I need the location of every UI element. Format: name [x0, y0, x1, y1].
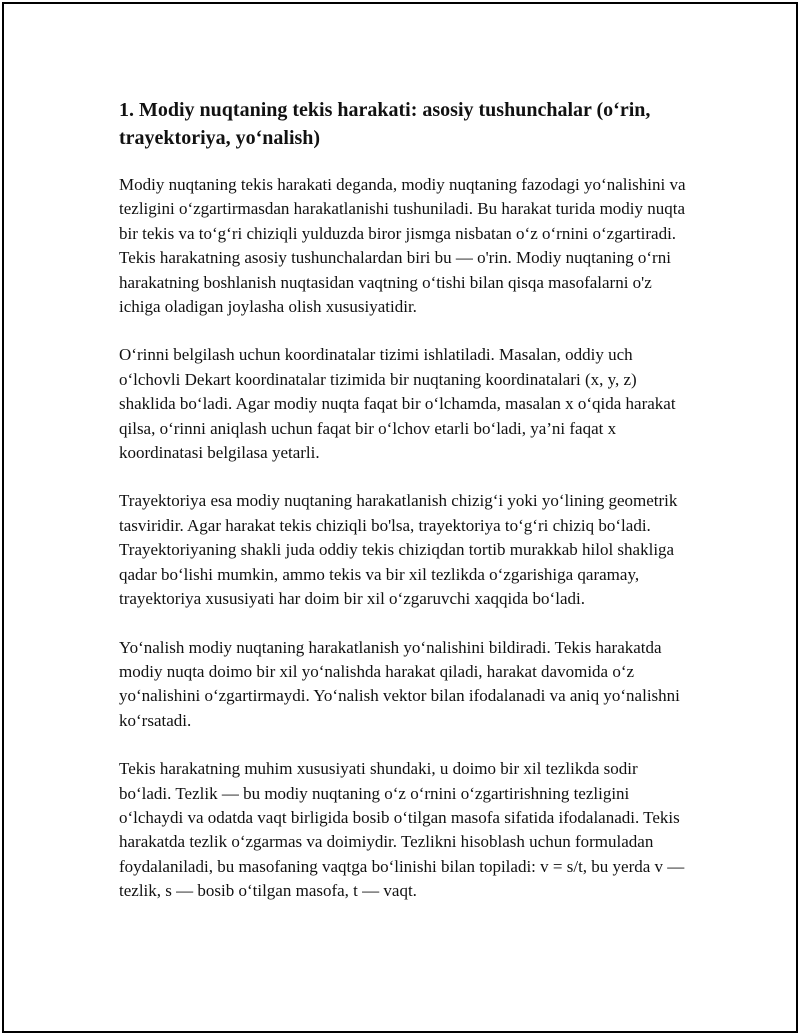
paragraph-trajectory: Trayektoriya esa modiy nuqtaning harakatlanish chizig‘i yoki yo‘lining geometrik tasviridir. Agar harakat tekis chiziqli bo'lsa, trayektoriya to‘g‘ri chiziq bo‘ladi. Trayektoriyaning shakli juda oddiy tekis chiziqdan tortib murakkab hilol shakliga qadar bo‘lishi mumkin, ammo tekis va bir xil tezlikda o‘zgarishiga qaramay, trayektoriya xususiyati har doim bir xil o‘zgaruvchi xaqqida bo‘ladi. — [119, 491, 678, 609]
section-heading: 1. Modiy nuqtaning tekis harakati: asosiy tushunchalar (o‘rin, trayektoriya, yo‘nalish) — [119, 99, 651, 149]
paragraph-velocity: Tekis harakatning muhim xususiyati shundaki, u doimo bir xil tezlikda sodir bo‘ladi. Tezlik — bu modiy nuqtaning o‘z o‘rnini o‘zgartirishning tezligini o‘lchaydi va odatda vaqt birligida bosib o‘tilgan masofa sifatida ifodalanadi. Tekis harakatda tezlik o‘zgarmas va doimiydir. Tezlikni hisoblash uchun formuladan foydalaniladi, bu masofaning vaqtga bo‘linishi bilan topiladi: v = s/t, bu yerda v — tezlik, s — bosib o‘tilgan masofa, t — vaqt. — [119, 759, 685, 901]
paragraph-coordinates: O‘rinni belgilash uchun koordinatalar tizimi ishlatiladi. Masalan, oddiy uch o‘lchovli Dekart koordinatalar tizimida bir nuqtaning koordinatalari (x, y, z) shaklida bo‘ladi. Agar modiy nuqta faqat bir o‘lchamda, masalan x o‘qida harakat qilsa, o‘rinni aniqlash uchun faqat bir o‘lchov etarli bo‘ladi, ya’ni faqat x koordinatasi belgilasa yetarli. — [119, 345, 676, 463]
document-content — [119, 96, 691, 928]
paragraph-position: Modiy nuqtaning tekis harakati deganda, modiy nuqtaning fazodagi yo‘nalishini va tezligini o‘zgartirmasdan harakatlanishi tushuniladi. Bu harakat turida modiy nuqta bir tekis va to‘g‘ri chiziqli yulduzda biror jismga nisbatan o‘z o‘rnini o‘zgartiradi. Tekis harakatning asosiy tushunchalardan biri bu — o'rin. Modiy nuqtaning o‘rni harakatning boshlanish nuqtasidan vaqtning o‘tishi bilan qisqa masofalarni o'z ichiga oladigan joylasha olish xususiyatidir. — [119, 175, 686, 317]
document-page — [2, 2, 798, 1033]
paragraph-direction: Yo‘nalish modiy nuqtaning harakatlanish yo‘nalishini bildiradi. Tekis harakatda modiy nuqta doimo bir xil yo‘nalishda harakat qiladi, harakat davomida o‘z yo‘nalishini o‘zgartirmaydi. Yo‘nalish vektor bilan ifodalanadi va aniq yo‘nalishni ko‘rsatadi. — [119, 637, 680, 730]
